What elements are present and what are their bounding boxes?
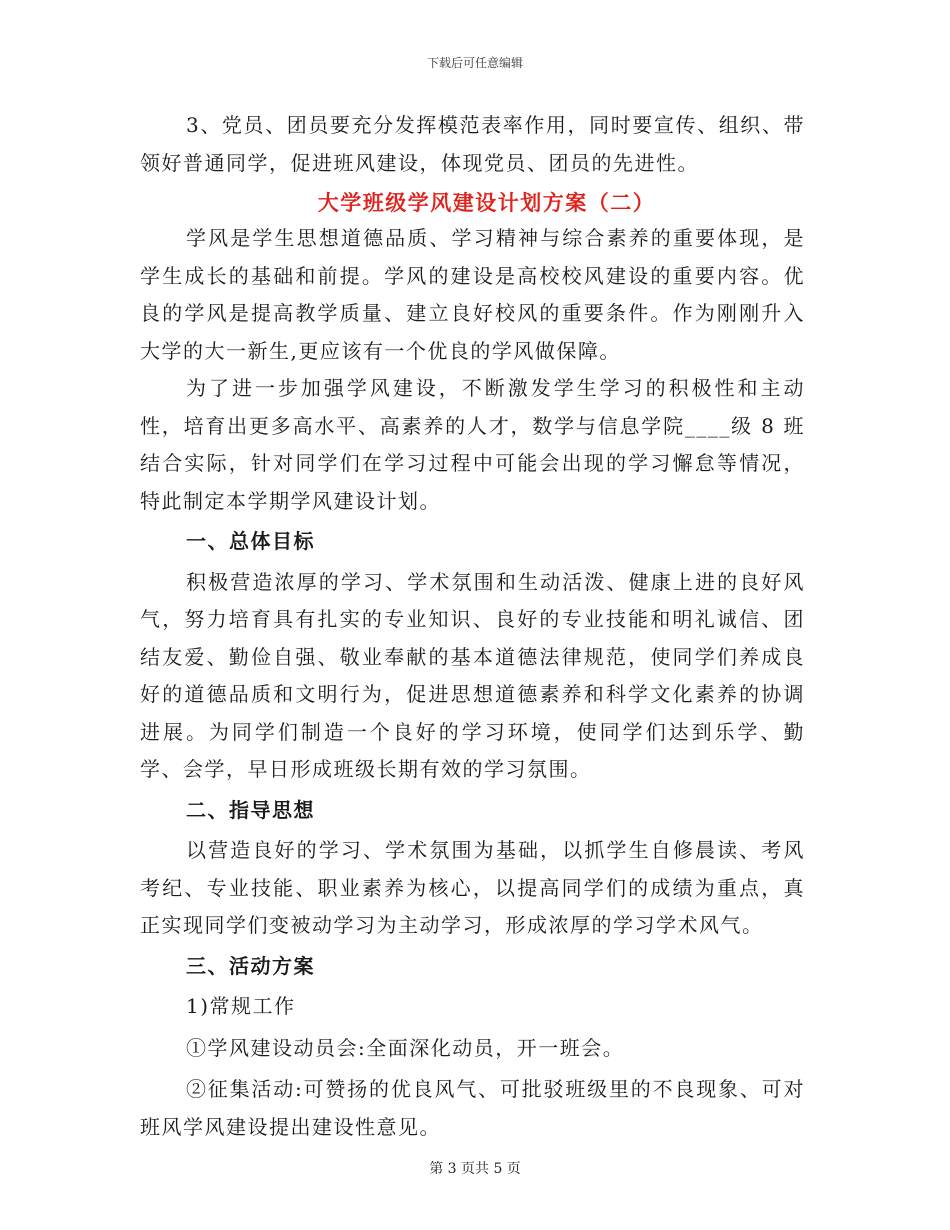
paragraph-1: 学风是学生思想道德品质、学习精神与综合素养的重要体现，是学生成长的基础和前提。学风的建设是高校校风建设的重要内容。优良的学风是提高教学质量、建立良好校风的重要条件。作为刚刚升入大学的大一新生,更应该有一个优良的学风做保障。 bbox=[140, 226, 805, 363]
document-body bbox=[140, 107, 805, 1146]
page-header: 下载后可任意编辑 bbox=[426, 56, 523, 70]
section-1-body: 积极营造浓厚的学习、学术氛围和生动活泼、健康上进的良好风气，努力培育具有扎实的专业知识、良好的专业技能和明礼诚信、团结友爱、勤俭自强、敬业奉献的基本道德法律规范，使同学们养成良好的道德品质和文明行为，促进思想道德素养和科学文化素养的协调进展。为同学们制造一个良好的学习环境，使同学们达到乐学、勤学、会学，早日形成班级长期有效的学习氛围。 bbox=[140, 569, 805, 781]
page-footer: 第 3 页共 5 页 bbox=[429, 1161, 521, 1177]
section-2-body: 以营造良好的学习、学术氛围为基础，以抓学生自修晨读、考风考纪、专业技能、职业素养为核心，以提高同学们的成绩为重点，真正实现同学们变被动学习为主动学习，形成浓厚的学习学术风气。 bbox=[140, 838, 805, 937]
subsection-1: 1)常规工作 bbox=[186, 994, 296, 1018]
paragraph-2: 为了进一步加强学风建设，不断激发学生学习的积极性和主动性，培育出更多高水平、高素养的人才，数学与信息学院____级 8 班结合实际，针对同学们在学习过程中可能会出现的学习懈怠等情况，特此制定本学期学风建设计划。 bbox=[140, 376, 805, 513]
list-item-2: ②征集活动:可赞扬的优良风气、可批驳班级里的不良现象、可对班风学风建设提出建设性意见。 bbox=[140, 1077, 805, 1139]
section-3-heading: 三、活动方案 bbox=[186, 953, 315, 978]
document-title: 大学班级学风建设计划方案（二） bbox=[317, 190, 656, 215]
list-item-1: ①学风建设动员会:全面深化动员，开一班会。 bbox=[186, 1035, 625, 1060]
section-2-heading: 二、指导思想 bbox=[186, 797, 315, 822]
section-1-heading: 一、总体目标 bbox=[186, 529, 315, 553]
intro-paragraph: 3、党员、团员要充分发挥模范表率作用，同时要宣传、组织、带领好普通同学，促进班风建设，体现党员、团员的先进性。 bbox=[140, 113, 805, 175]
